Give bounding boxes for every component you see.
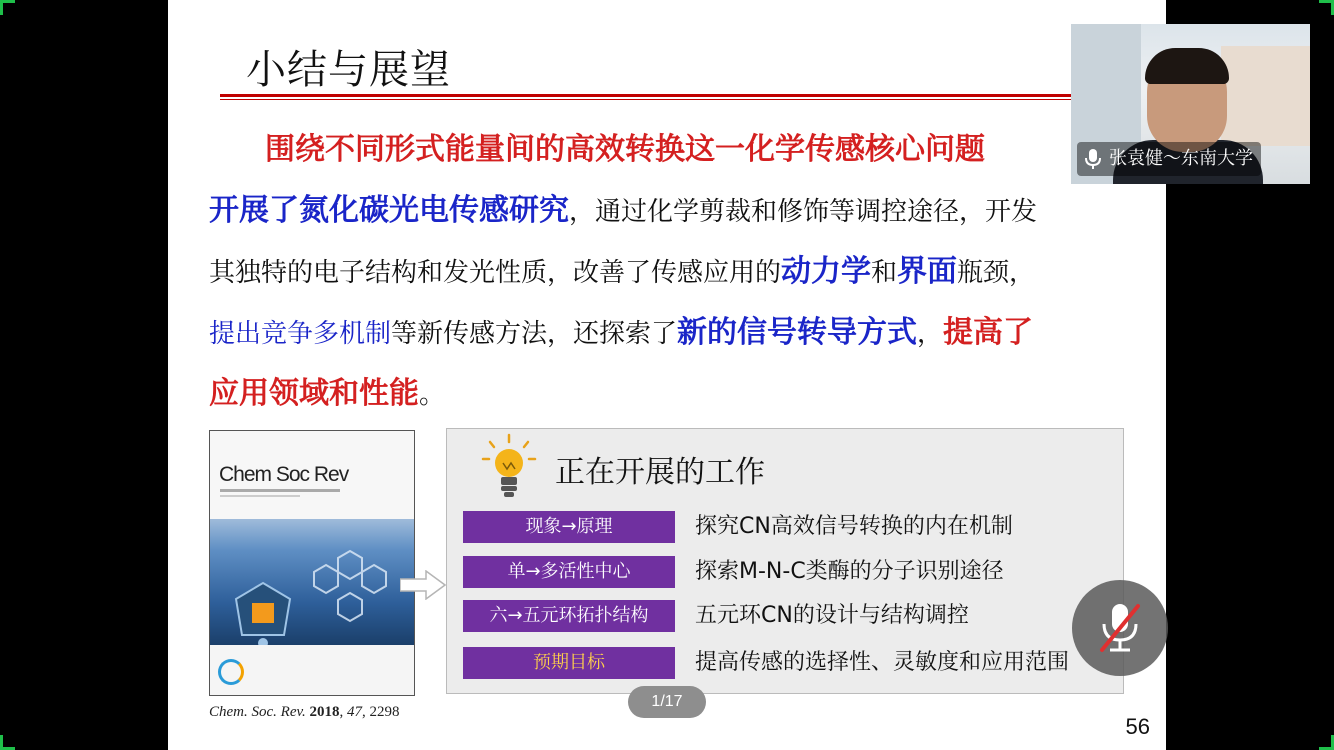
work-row <box>463 556 1119 590</box>
journal-cover-image <box>209 430 415 696</box>
presentation-slide <box>168 0 1166 750</box>
summary-line3-c: 和 <box>871 258 898 288</box>
work-row <box>463 511 1119 545</box>
corner-marker-tr <box>1319 0 1334 15</box>
work-description: 五元环CN的设计与结构调控 <box>695 603 969 628</box>
citation-caption: Chem. Soc. Rev. 2018, 47, 2298 <box>209 704 400 720</box>
summary-line3-a: 其独特的电子结构和发光性质，改善了传感应用的 <box>209 258 782 288</box>
citation-pages: 2298 <box>369 704 400 720</box>
summary-paragraph <box>209 120 1129 425</box>
corner-marker-bl <box>0 735 15 750</box>
work-row <box>463 600 1119 634</box>
work-description: 探索M-N-C类酶的分子识别途径 <box>695 559 1004 584</box>
lantern-icon <box>228 579 298 649</box>
cover-subtitle-line <box>220 495 300 497</box>
summary-highlight-kinetics: 动力学 <box>781 254 872 289</box>
summary-highlight-research: 开展了氮化碳光电传感研究 <box>209 193 569 228</box>
slide-title: 小结与展望 <box>246 47 451 93</box>
lightbulb-icon <box>481 433 537 501</box>
work-tag: 六→五元环拓扑结构 <box>463 600 675 632</box>
work-description: 提高传感的选择性、灵敏度和应用范围 <box>695 650 1070 675</box>
mute-toggle-button[interactable] <box>1072 580 1168 676</box>
participant-name-label <box>1077 142 1261 176</box>
summary-highlight-application: 应用领域和性能 <box>209 376 419 411</box>
cover-journal-name: Chem Soc Rev <box>219 463 349 486</box>
microphone-icon <box>1085 148 1101 170</box>
summary-line1: 围绕不同形式能量间的高效转换这一化学传感核心问题 <box>265 132 985 167</box>
summary-line4-b: 等新传感方法，还探索了 <box>391 319 678 349</box>
title-underline <box>220 94 1140 97</box>
work-tag: 现象→原理 <box>463 511 675 543</box>
summary-line2-rest: ，通过化学剪裁和修饰等调控途径，开发 <box>569 197 1038 227</box>
cover-subtitle-line <box>220 489 340 492</box>
participant-video[interactable] <box>1071 24 1310 184</box>
corner-marker-br <box>1319 735 1334 750</box>
work-tag-goal: 预期目标 <box>463 647 675 679</box>
citation-volume: 47 <box>347 704 363 720</box>
video-person-hair <box>1145 48 1229 84</box>
work-description: 探究CN高效信号转换的内在机制 <box>695 514 1013 539</box>
work-tag: 单→多活性中心 <box>463 556 675 588</box>
citation-journal: Chem. Soc. Rev. <box>209 704 306 720</box>
summary-line3-e: 瓶颈， <box>957 258 1036 288</box>
right-arrow-icon <box>400 570 446 600</box>
slide-page-number: 56 <box>1125 714 1150 739</box>
microphone-muted-icon <box>1094 600 1146 656</box>
summary-highlight-signal: 新的信号转导方式 <box>677 315 918 350</box>
summary-line4-d: ， <box>917 319 944 349</box>
corner-marker-tl <box>0 0 15 15</box>
slide-pager[interactable]: 1/17 <box>628 686 706 718</box>
citation-year: 2018 <box>309 704 340 720</box>
video-background-shelf <box>1221 46 1310 146</box>
summary-highlight-interface: 界面 <box>897 254 958 289</box>
title-underline-thin <box>220 99 1140 100</box>
participant-name: 张袁健～东南大学 <box>1109 148 1253 169</box>
rsc-logo-icon <box>218 659 244 685</box>
summary-highlight-mechanism: 提出竞争多机制 <box>209 319 392 349</box>
summary-highlight-improve: 提高了 <box>943 315 1034 350</box>
work-row <box>463 647 1119 681</box>
ongoing-work-panel <box>446 428 1124 694</box>
panel-title: 正在开展的工作 <box>555 455 765 490</box>
summary-line5-end: 。 <box>419 380 446 410</box>
